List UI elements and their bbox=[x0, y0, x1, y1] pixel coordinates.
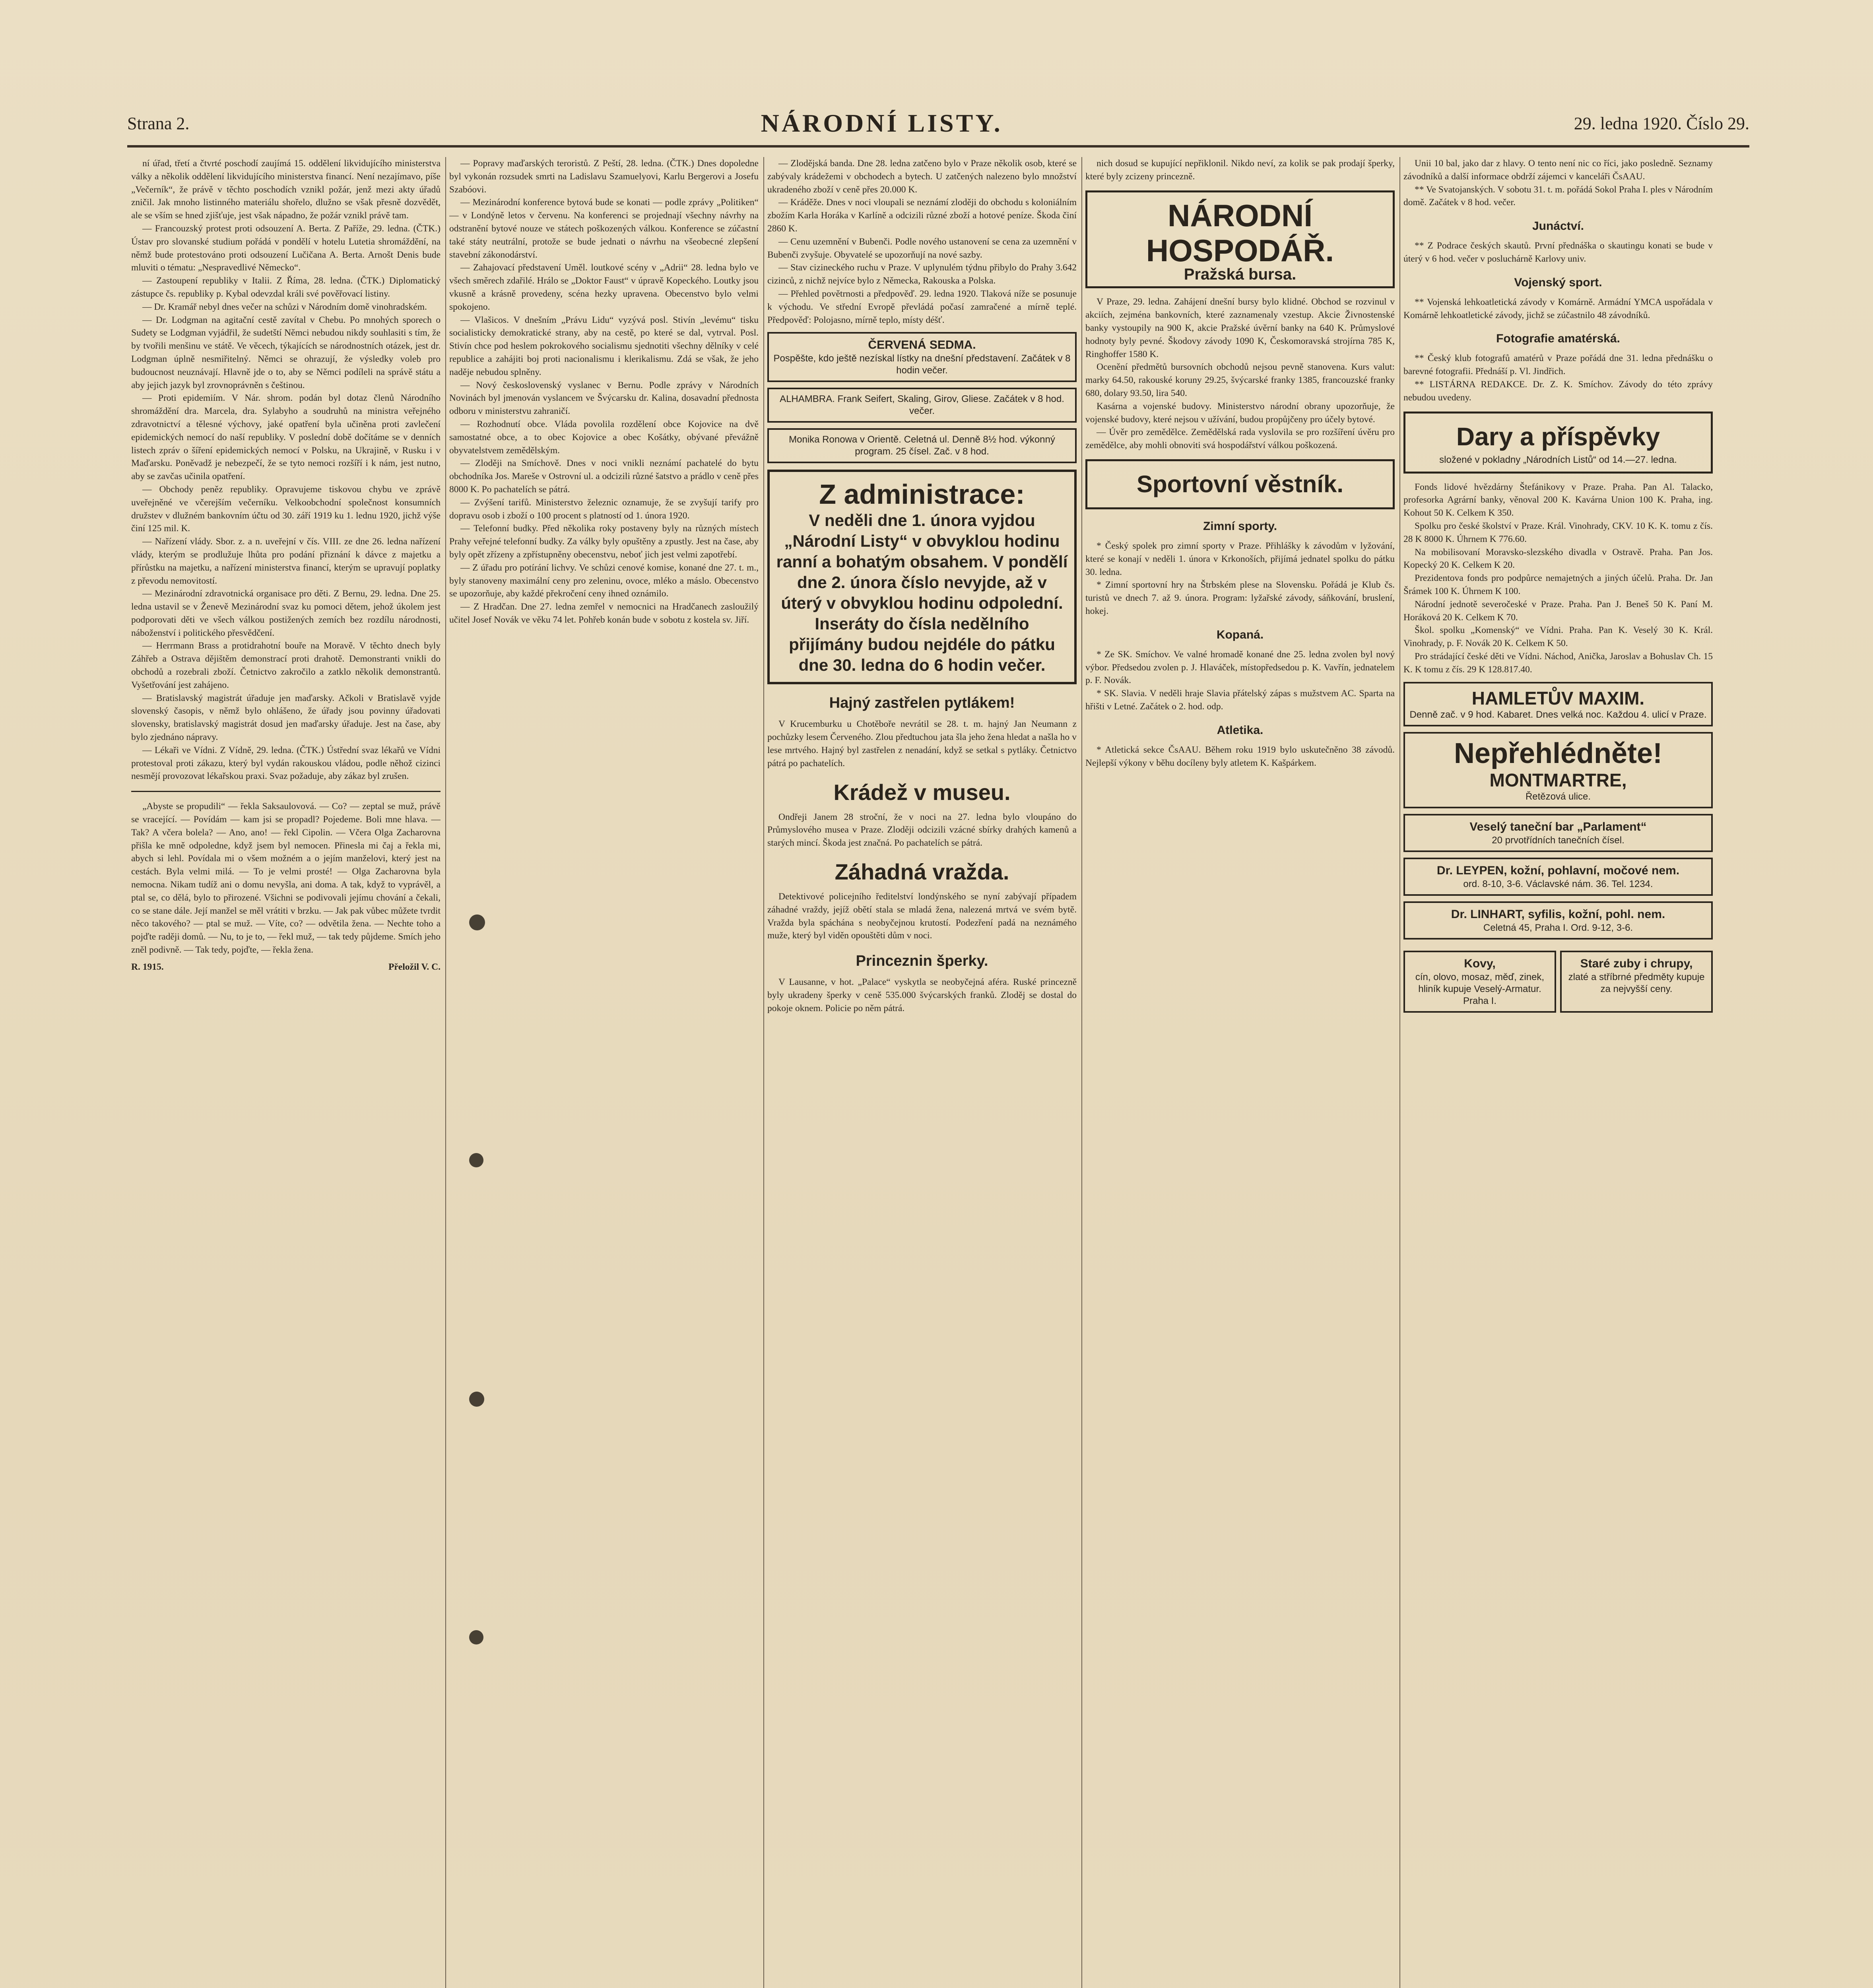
section-title: Sportovní věstník. bbox=[1136, 470, 1344, 497]
article: * Atletická sekce ČsAAU. Během roku 1919 bylo uskutečněno 38 závodů. Nejlepší výkony v běhu docíleny byly atletem K. Kašpárkem. bbox=[1085, 744, 1395, 768]
issue-date: 29. ledna 1920. Číslo 29. bbox=[1574, 113, 1749, 133]
column-2 bbox=[449, 157, 759, 1988]
article: * Zimní sportovní hry na Štrbském plese na Slovensku. Pořádá je Klub čs. turistů ve dnech 7. až 9. února. Program: lyžařské závody, sáňkování, bruslení, hokej. bbox=[1085, 580, 1395, 616]
column-1 bbox=[131, 157, 441, 1988]
article: — Úvěr pro zemědělce. Zemědělská rada vyslovila se pro rozšíření úvěru pro zemědělce, aby mohli obnoviti svá hospodářství válkou poškozená. bbox=[1085, 427, 1395, 451]
ad-alhambra: ALHAMBRA. Frank Seifert, Skaling, Girov, Gliese. Začátek v 8 hod. večer. bbox=[767, 388, 1077, 423]
article: * Český spolek pro zimní sporty v Praze. Přihlášky k závodům v lyžování, které se konají v neděli 1. února v Krkonoších, přijímá jednatel spolku do pátku 30. ledna. bbox=[1085, 540, 1395, 577]
article: Na mobilisovaní Moravsko-slezského divadla v Ostravě. Praha. Pan Jos. Kopecký 20 K. Celkem K 20. bbox=[1403, 547, 1713, 571]
article: — Dr. Kramář nebyl dnes večer na schůzi v Národním domě vinohradském. bbox=[142, 301, 427, 312]
column-4 bbox=[1085, 157, 1395, 1988]
ad-text: Celetná 45, Praha I. Ord. 9-12, 3-6. bbox=[1483, 922, 1633, 933]
article: ** Český klub fotografů amatérů v Praze pořádá dne 31. ledna přednášku o barevné fotografii. Přednáší p. Vl. Jindřich. bbox=[1403, 353, 1713, 377]
ad-dr-linhart bbox=[1403, 901, 1713, 940]
column-rule bbox=[445, 157, 446, 1988]
subheading: Atletika. bbox=[1217, 723, 1264, 737]
article: — Mezinárodní zdravotnická organisace pro děti. Z Bernu, 29. ledna. Dne 25. ledna ustavil se v Ženevě Mezinárodní svaz ku pomoci dětem, jehož úkolem jest podporovati děti ve všech válkou postižených zemích bez rozdílu národnosti, náboženství i politického přesvědčení. bbox=[131, 588, 441, 638]
ad-title: Veselý taneční bar „Parlament“ bbox=[1469, 820, 1647, 833]
headline: Krádež v museu. bbox=[833, 779, 1011, 805]
column-5 bbox=[1403, 157, 1713, 1988]
subheading: Kopaná. bbox=[1216, 628, 1264, 641]
subheading: Vojenský sport. bbox=[1514, 276, 1602, 289]
ad-text: ord. 8-10, 3-6. Václavské nám. 36. Tel. 1234. bbox=[1463, 878, 1653, 889]
article: — Obchody peněz republiky. Opravujeme tiskovou chybu ve zprávě uveřejněné ve včerejším večerníku. Velkoobchodní společnost konsumních družstev v dlužném bankovním účtu od 30. září 1919 ku 1. lednu 1920, jichž výše činí 125 mil. K. bbox=[131, 484, 441, 534]
admin-text: V neděli dne 1. února vyjdou „Národní Listy“ v obvyklou hodinu ranní a bohatým obsahem. V pondělí dne 2. února číslo nevyjde, až v úterý v obvyklou hodinu odpolední. Inseráty do čísla nedělního přijímány budou nejdéle do pátku dne 30. ledna do 6 hodin večer. bbox=[776, 511, 1068, 675]
article: — Zastoupení republiky v Italii. Z Říma, 28. ledna. (ČTK.) Diplomatický zástupce čs. republiky p. Kybal odevzdal králi své pověřovací listiny. bbox=[131, 276, 441, 299]
article: — Přehled povětrnosti a předpověď. 29. ledna 1920. Tlaková níže se posunuje k východu. Ve střední Evropě převládá počasí zamračené a mírně teplé. Předpověď: Polojasno, mírně teplo, místy déšť. bbox=[767, 288, 1077, 325]
article: Národní jednotě severočeské v Praze. Praha. Pan J. Beneš 50 K. Paní M. Horáková 20 K. Celkem K 70. bbox=[1403, 599, 1713, 623]
article: ** Z Podrace českých skautů. První přednáška o skautingu konati se bude v úterý v 6 hod. večer v posluchárně Karlovy univ. bbox=[1403, 241, 1713, 264]
article: ** LISTÁRNA REDAKCE. Dr. Z. K. Smíchov. Závody do této zprávy nebudou uvedeny. bbox=[1403, 379, 1713, 403]
translator: Přeložil V. C. bbox=[388, 961, 441, 972]
article: V Praze, 29. ledna. Zahájení dnešní bursy bylo klidné. Obchod se rozvinul v akciích, zejména bankovních, které zaznamenaly vzestup. Akcie Živnostenské banky vystoupily na 900 K, akcie Pražské úvěrní banky na 640 K. Průmyslové hodnoty byly pevné. Škodovy závody 1090 K, Českomoravská strojírna 785 K, Ringhoffer 1580 K. bbox=[1085, 297, 1395, 359]
article: Fonds lidové hvězdárny Štefánikovy v Praze. Praha. Pan Al. Talacko, profesorka Agrární banky, věnoval 200 K. Kavárna Union 100 K. Praha, ing. Kohout 50 K. Celkem K 350. bbox=[1403, 481, 1713, 518]
story-date: R. 1915. bbox=[131, 961, 164, 972]
headline: Hajný zastřelen pytlákem! bbox=[829, 695, 1015, 712]
section-subtitle: složené v pokladny „Národních Listů“ od 14.—27. ledna. bbox=[1439, 454, 1677, 465]
ad-text: cín, olovo, mosaz, měď, zinek, hliník kupuje Veselý-Armatur. Praha I. bbox=[1415, 971, 1545, 1006]
article: — Nový československý vyslanec v Bernu. Podle zprávy v Národních Novinách byl jmenován vyslancem ve Švýcarsku dr. Kalina, dosavadní přednosta odboru v ministerstvu zahraničí. bbox=[449, 380, 759, 417]
article: ** Vojenská lehkoatletická závody v Komárně. Armádní YMCA uspořádala v Komárně lehkoatletické závody, jichž se zúčastnilo 48 závodníků. bbox=[1403, 297, 1713, 320]
article: — Zahajovací představení Uměl. loutkové scény v „Adrii“ 28. ledna bylo ve všech směrech zdařilé. Hrálo se „Doktor Faust“ v úpravě Kopeckého. Loutky jsou vkusně a krásně provedeny, scéna hezky upravena. Obecenstvo bylo velmi spokojeno. bbox=[449, 262, 759, 312]
article: Unii 10 bal, jako dar z hlavy. O tento není nic co říci, jako posledně. Seznamy závodníků a další informace obdrží zájemci v kanceláři ČsAAU. bbox=[1403, 158, 1713, 182]
section-title: NÁRODNÍ HOSPODÁŘ. bbox=[1146, 198, 1334, 268]
ad-text: Řetězová ulice. bbox=[1525, 791, 1591, 802]
column-rule bbox=[1081, 157, 1082, 1988]
ad-montmartre bbox=[1403, 732, 1713, 808]
article: ní úřad, třetí a čtvrté poschodí zaujímá 15. oddělení likvidujícího ministerstva války a několik oddělení likvidujícího ministerstva financí. Není nezajímavo, píše „Večerník“, že právě v těchto poschodích vznikl požár, jenž mezi akty úřadů zničil. Jak mnoho listinného materiálu shořelo, dlužno se však přesně dozvědět, ale se vším se hned zjišťuje, jest však nápadno, že požár vznikl právě tam. bbox=[131, 158, 441, 221]
divider bbox=[131, 791, 441, 792]
subheading: Zimní sporty. bbox=[1203, 519, 1277, 533]
article: Škol. spolku „Komenský“ ve Vídni. Praha. Pan K. Veselý 30 K. Král. Vinohrady, p. F. Novák 20 K. Celkem K 50. bbox=[1403, 625, 1713, 649]
article: — Zlodějská banda. Dne 28. ledna zatčeno bylo v Praze několik osob, které se zabývaly krádežemi v obchodech a bytech. U zatčených nalezeno bylo množství ukradeného zboží v ceně přes 20.000 K. bbox=[767, 158, 1077, 195]
ad-text: 20 prvotřídních tanečních čísel. bbox=[1492, 835, 1625, 846]
ad-orient: Monika Ronowa v Orientě. Celetná ul. Denně 8½ hod. výkonný program. 25 čísel. Zač. v 8 hod. bbox=[767, 428, 1077, 463]
article: — Stav cizineckého ruchu v Praze. V uplynulém týdnu přibylo do Prahy 3.642 cizinců, z nichž nejvíce bylo z Německa, Rakouska a Polska. bbox=[767, 262, 1077, 286]
small-ads-row bbox=[1403, 945, 1713, 1018]
article: Prezidentova fonds pro podpůrce nemajetných a jiných účelů. Praha. Dr. Jan Šrámek 100 K. Úhrnem K 100. bbox=[1403, 573, 1713, 596]
ad-parlament-bar bbox=[1403, 814, 1713, 852]
article: — Francouzský protest proti odsouzení A. Berta. Z Paříže, 29. ledna. (ČTK.) Ústav pro slovanské studium pořádá v pondělí v hotelu Lutetia shromáždění, na němž bude protestováno proti odsouzení Lučičana A. Berta. Arnošt Denis bude mluviti o tématu: „Nespravedlivé Německo“. bbox=[131, 223, 441, 273]
article: — Zloději na Smíchově. Dnes v noci vnikli neznámí pachatelé do bytu obchodníka Jos. Mareše v Ostrovní ul. a odcizili různé šatstvo a prádlo v ceně přes 8000 K. Po pachatelích se pátrá. bbox=[449, 458, 759, 495]
ad-title: Dr. LINHART, syfilis, kožní, pohl. nem. bbox=[1451, 907, 1665, 921]
article: — Proti epidemiím. V Nár. shrom. podán byl dotaz členů Národního shromáždění dra. Marcela, dra. Sylabyho a soudruhů na ministra veřejného zdravotnictví a tělesné výchovy, jaké opatření byla učiněna proti zavlečení epidemických nemocí do naší republiky. V poslední době dočítáme se v denních listech zpráv o šíření epidemických nemocí v Polsku, na Ukrajině, v Rusku i v Maďarsku. Poněvadž je nebezpečí, že se tyto nemoci rozšíří i k nám, jest nutno, aby se zavčas učinila opatření. bbox=[131, 393, 441, 482]
subheading: Fotografie amatérská. bbox=[1496, 332, 1620, 346]
admin-title: Z administrace: bbox=[819, 479, 1025, 510]
section-title: Dary a příspěvky bbox=[1456, 422, 1660, 451]
ad-cervena-sedma bbox=[767, 332, 1077, 382]
column-rule bbox=[1399, 157, 1400, 1988]
article: nich dosud se kupující nepřiklonil. Nikdo neví, za kolik se pak prodají šperky, které byly zcizeny princezně. bbox=[1085, 158, 1395, 182]
administration-notice bbox=[767, 470, 1077, 684]
ad-title: ČERVENÁ SEDMA. bbox=[868, 338, 976, 352]
article: — Rozhodnutí obce. Vláda povolila rozdělení obce Kojovice na dvě samostatné obce, a to obec Kojovice a obec Košátky, obývané převážně obyvatelstvem zemědělským. bbox=[449, 419, 759, 456]
article: — Herrmann Brass a protidrahotní bouře na Moravě. V těchto dnech byly Záhřeb a Ostrava dějištěm demonstrací proti drahotě. Demonstranti vnikli do obchodů a rozebrali zboží. Četnictvo zakročilo a zatklo několik demonstrantů. Vyšetřování jest zahájeno. bbox=[131, 641, 441, 690]
ad-title: Kovy, bbox=[1464, 957, 1496, 970]
article: Pro strádající české děti ve Vídni. Náchod, Anička, Jaroslav a Bohuslav Ch. 15 K. K tomu z čís. 29 K 128.817.40. bbox=[1403, 651, 1713, 675]
article: V Lausanne, v hot. „Palace“ vyskytla se neobyčejná aféra. Ruské princezně byly ukradeny šperky v ceně 535.000 švýcarských franků. Zloděj se dostal do pokoje oknem. Policie po něm pátrá. bbox=[767, 977, 1077, 1013]
ad-text: zlaté a stříbrné předměty kupuje za nejvyšší ceny. bbox=[1568, 971, 1705, 994]
article: Spolku pro české školství v Praze. Král. Vinohrady, CKV. 10 K. K. tomu z čís. 28 K 8000 K. Úhrnem K 776.60. bbox=[1403, 520, 1713, 544]
ad-title: Dr. LEYPEN, kožní, pohlavní, močové nem. bbox=[1436, 864, 1680, 877]
subheading: Junáctví. bbox=[1532, 219, 1584, 233]
article: V Krucemburku u Chotěboře nevrátil se 28. t. m. hajný Jan Neumann z pochůzky lesem Červeného. Zlou předtuchou jata šla jeho žena hledat a našla ho v lese mrtvého. Hajný byl zastřelen z nenadání, když se setkal s pytláky. Četnictvo pátrá po pachatelích. bbox=[767, 719, 1077, 769]
page-number: Strana 2. bbox=[127, 113, 190, 133]
ad-title: Nepřehlédněte! bbox=[1454, 737, 1663, 769]
article: — Kráděže. Dnes v noci vloupali se neznámí zloději do obchodu s koloniálním zbožím Karla Horáka v Karlíně a odcizili různé zboží a hotové peníze. Škoda činí 2860 K. bbox=[767, 197, 1077, 234]
ad-text: Denně zač. v 9 hod. Kabaret. Dnes velká noc. Každou 4. ulicí v Praze. bbox=[1409, 709, 1707, 720]
headline: Záhadná vražda. bbox=[835, 859, 1009, 884]
article: — Telefonní budky. Před několika roky postaveny byly na různých místech Prahy veřejné telefonní budky. Za války byly opuštěny a zpustly. Jest na čase, aby byly opět zřízeny a zpřístupněny obecenstvu, neboť jich jest velmi zapotřebí. bbox=[449, 523, 759, 560]
section-box-sport bbox=[1085, 459, 1395, 509]
ad-stare-zuby bbox=[1560, 951, 1713, 1013]
column-3 bbox=[767, 157, 1077, 1988]
article: — Z úřadu pro potírání lichvy. Ve schůzi cenové komise, konané dne 27. t. m., byly stanoveny maximální ceny pro zeleninu, ovoce, mléko a máslo. Obecenstvo se upozorňuje, aby každé překročení ceny ihned oznámilo. bbox=[449, 562, 759, 599]
article: Ocenění předmětů bursovních obchodů nejsou pevně stanovena. Kurs valut: marky 64.50, rakouské koruny 29.25, švýcarské franky 1385, francouzské franky 680, dolary 93.50, lira 540. bbox=[1085, 362, 1395, 398]
article: — Z Hradčan. Dne 27. ledna zemřel v nemocnici na Hradčanech zasloužilý učitel Josef Novák ve věku 74 let. Pohřeb konán bude v sobotu z kostela sv. Jiří. bbox=[449, 602, 759, 625]
article: — Popravy maďarských teroristů. Z Peští, 28. ledna. (ČTK.) Dnes dopoledne byl vykonán rozsudek smrti na Ladislavu Szamuelyovi, Karlu Bergerovi a Josefu Szabóovi. bbox=[449, 158, 759, 195]
feuilleton-story: „Abyste se propudili“ — řekla Saksaulovová. — Co? — zeptal se muž, právě se vracející. — Povídám — kam jsi se propadl? Pojedeme. Boli mne hlava. — Tak? A včera bolela? — Ano, ano! — řekl Cipolin. — Včera Olga Zacharovna přišla ke mně odpoledne, když jsem byl nemocen. Přinesla mi čaj a řekla mi, abych si lehl. Povídala mi o všem možném a o jejím manželovi, který jest na cestách. Byla velmi milá. — To je velmi prosté! — Olga Zacharovna byla nemocna. Nikam tudíž ani o domu nevyšla, ani doma. A tak, když to vyprávěl, a ptal se, co dělá, bylo to přirozené. Všichni se podivovali jejímu chování a čekali, co se stane dále. Její manžel se měl vrátiti v brzku. — Jak pak vůbec můžete tvrdit něco takového? — ptal se muž. — Víte, co? — odvětila žena. — Nechte toho a pojďte raději domů. — Nu, to je to, — řekl muž, — tak tedy půjdeme. Smích jeho zněl podivně. — Tak tedy, pojďte, — řekla žena. bbox=[131, 801, 441, 955]
article: — Bratislavský magistrát úřaduje jen maďarsky. Ačkoli v Bratislavě vyjde slovenský časopis, v němž bylo ohlášeno, že úřady jsou povinny úřadovati slovensky, bratislavský magistrát dosud jen maďarsky úřaduje. Jest na čase, aby bylo zjednáno nápravy. bbox=[131, 693, 441, 743]
article: — Cenu uzemnění v Bubenči. Podle nového ustanovení se cena za uzemnění v Bubenči zvyšuje. Obyvatelé se upozorňují na nové sazby. bbox=[767, 236, 1077, 260]
newspaper-title: NÁRODNÍ LISTY. bbox=[761, 109, 1003, 137]
article: — Vlašicos. V dnešním „Právu Lidu“ vyzývá posl. Stivín „levému“ tisku socialisticky demokratické strany, aby na cestě, po které se dal, vytrval. Posl. Stivín chce pod heslem pokrokového socialismu sjednotiti všechny dělníky v celé republice a zahájiti boj proti nacionalismu i klerikalismu. Zdá se však, že jeho naděje nebudou splněny. bbox=[449, 315, 759, 377]
story-footer bbox=[131, 961, 441, 974]
column-rule bbox=[763, 157, 764, 1988]
article: — Zvýšení tarifů. Ministerstvo železnic oznamuje, že se zvyšují tarify pro dopravu osob i zboží o 100 procent s platností od 1. února 1920. bbox=[449, 497, 759, 521]
article: — Mezinárodní konference bytová bude se konati — podle zprávy „Politiken“ — v Londýně letos v červenu. Na konferenci se projednají všechny návrhy na odstranění bytové nouze ve státech poškozených válkou. Konference se zúčastní také státy neutrální, protože se bude jednati o návrhu na všeobecné zlepšení stavební zákonodárství. bbox=[449, 197, 759, 260]
article: * Ze SK. Smíchov. Ve valné hromadě konané dne 25. ledna zvolen byl nový výbor. Předsedou zvolen p. J. Hlaváček, místopředsedou p. K. Vavřín, jednatelem p. F. Novák. bbox=[1085, 649, 1395, 686]
ad-title: HAMLETŮV MAXIM. bbox=[1471, 687, 1645, 709]
masthead bbox=[127, 101, 1749, 148]
ad-subtitle: MONTMARTRE, bbox=[1489, 769, 1627, 790]
section-box-donations bbox=[1403, 412, 1713, 474]
article: — Nařízení vlády. Sbor. z. a n. uveřejní v čís. VIII. ze dne 26. ledna nařízení vlády, kterým se prodlužuje lhůta pro podání přiznání k dávce z majetku a přírůstku na majetku, a nařízení ministerstva financí, kterým se upravují poplatky z převodu nemovitostí. bbox=[131, 536, 441, 586]
article: ** Ve Svatojanských. V sobotu 31. t. m. pořádá Sokol Praha I. ples v Národním domě. Začátek v 8 hod. večer. bbox=[1403, 184, 1713, 208]
section-box-economy bbox=[1085, 190, 1395, 289]
article: — Lékaři ve Vídni. Z Vídně, 29. ledna. (ČTK.) Ústřední svaz lékařů ve Vídni protestoval proti zákazu, který byl vydán rakouskou vládou, podle něhož cizinci nesmějí provozovat lékařskou praxi. Svaz požaduje, aby zákaz byl zrušen. bbox=[131, 745, 441, 782]
article: * SK. Slavia. V neděli hraje Slavia přátelský zápas s mužstvem AC. Sparta na hřišti v Letné. Začátek o 2. hod. odp. bbox=[1085, 688, 1395, 712]
article: Ondřeji Janem 28 stroční, že v noci na 27. ledna bylo vloupáno do Průmyslového musea v Praze. Zloději odcizili vzácné sbírky drahých kamenů a starých mincí. Škoda jest značná. Po pachatelích se pátrá. bbox=[767, 812, 1077, 848]
section-subtitle: Pražská bursa. bbox=[1184, 265, 1297, 283]
ad-text: Pospěšte, kdo ještě nezískal lístky na dnešní představení. Začátek v 8 hodin večer. bbox=[773, 353, 1071, 376]
ad-kovy bbox=[1403, 951, 1556, 1013]
headline: Princeznin šperky. bbox=[856, 953, 988, 970]
ad-dr-leypen bbox=[1403, 858, 1713, 896]
article: Kasárna a vojenské budovy. Ministerstvo národní obrany upozorňuje, že vojenské budovy, které nejsou v užívání, budou propůjčeny pro účely bytové. bbox=[1085, 401, 1395, 425]
ad-hamletuv-maxim bbox=[1403, 682, 1713, 726]
article: — Dr. Lodgman na agitační cestě zavítal v Chebu. Po mnohých sporech o Sudety se Lodgman vyjádřil, že sudetští Němci nebudou nikdy souhlasiti s tím, že by tvořili menšinu ve státě. Ve věcech, týkajících se národnostních otázek, jest dr. Lodgman úplně nesmiřitelný. Němci se ohrazují, že výsledky voleb pro budoucnost neuznávají. Hlavně jde o to, aby se Němci podíleli na správě státu a aby jejich jazyk byl zrovnoprávněn s češtinou. bbox=[131, 315, 441, 390]
article: Detektivové policejního ředitelství londýnského se nyní zabývají případem záhadné vraždy, jejíž obětí stala se mladá žena, nalezená mrtvá ve svém bytě. Vražda byla spáchána s neobyčejnou krutostí. Podezření padá na neznámého muže, který byl viděn opouštěti dům v noci. bbox=[767, 891, 1077, 941]
ad-title: Staré zuby i chrupy, bbox=[1580, 957, 1693, 970]
